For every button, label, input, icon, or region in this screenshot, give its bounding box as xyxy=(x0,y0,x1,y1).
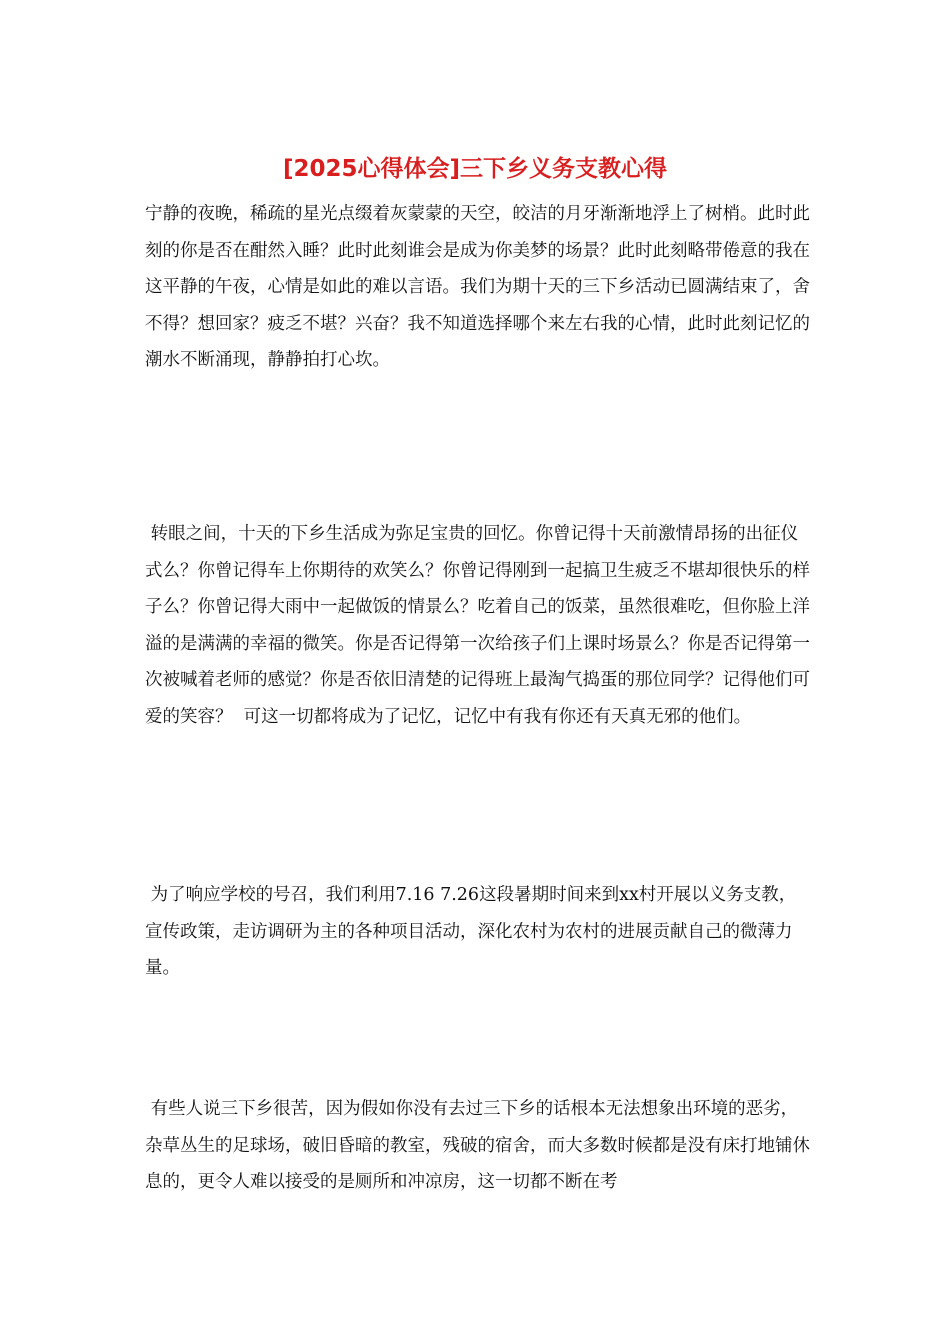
paragraph-1: 宁静的夜晚，稀疏的星光点缀着灰蒙蒙的天空，皎洁的月牙渐渐地浮上了树梢。此时此刻的你是否在酣然入睡？此时此刻谁会是成为你美梦的场景？此时此刻略带倦意的我在这平静的午夜，心情是如此的难以言语。我们为期十天的三下乡活动已圆满结束了，舍不得？想回家？疲乏不堪？兴奋？我不知道选择哪个来左右我的心情，此时此刻记忆的潮水不断涌现，静静拍打心坎。 xyxy=(145,204,810,370)
page-title: [2025心得体会]三下乡义务支教心得 xyxy=(282,156,668,182)
paragraph-2: 转眼之间，十天的下乡生活成为弥足宝贵的回忆。你曾记得十天前激情昂扬的出征仪式么？你曾记得车上你期待的欢笑么？你曾记得刚到一起搞卫生疲乏不堪却很快乐的样子么？你曾记得大雨中一起做饭的情景么？吃着自己的饭菜，虽然很难吃，但你脸上洋溢的是满满的幸福的微笑。你是否记得第一次给孩子们上课时场景么？你是否记得第一次被喊着老师的感觉？你是否依旧清楚的记得班上最淘气捣蛋的那位同学？记得他们可爱的笑容？ 可这一切都将成为了记忆，记忆中有我有你还有天真无邪的他们。 xyxy=(145,524,810,727)
paragraph-4: 有些人说三下乡很苦，因为假如你没有去过三下乡的话根本无法想象出环境的恶劣，杂草丛生的足球场，破旧昏暗的教室，残破的宿舍，而大多数时候都是没有床打地铺休息的，更令人难以接受的是厕所和冲凉房，这一切都不断在考 xyxy=(145,1099,810,1192)
paragraph-3: 为了响应学校的号召，我们利用7.16 7.26这段暑期时间来到xx村开展以义务支教，宣传政策，走访调研为主的各种项目活动，深化农村为农村的进展贡献自己的微薄力量。 xyxy=(145,885,797,978)
